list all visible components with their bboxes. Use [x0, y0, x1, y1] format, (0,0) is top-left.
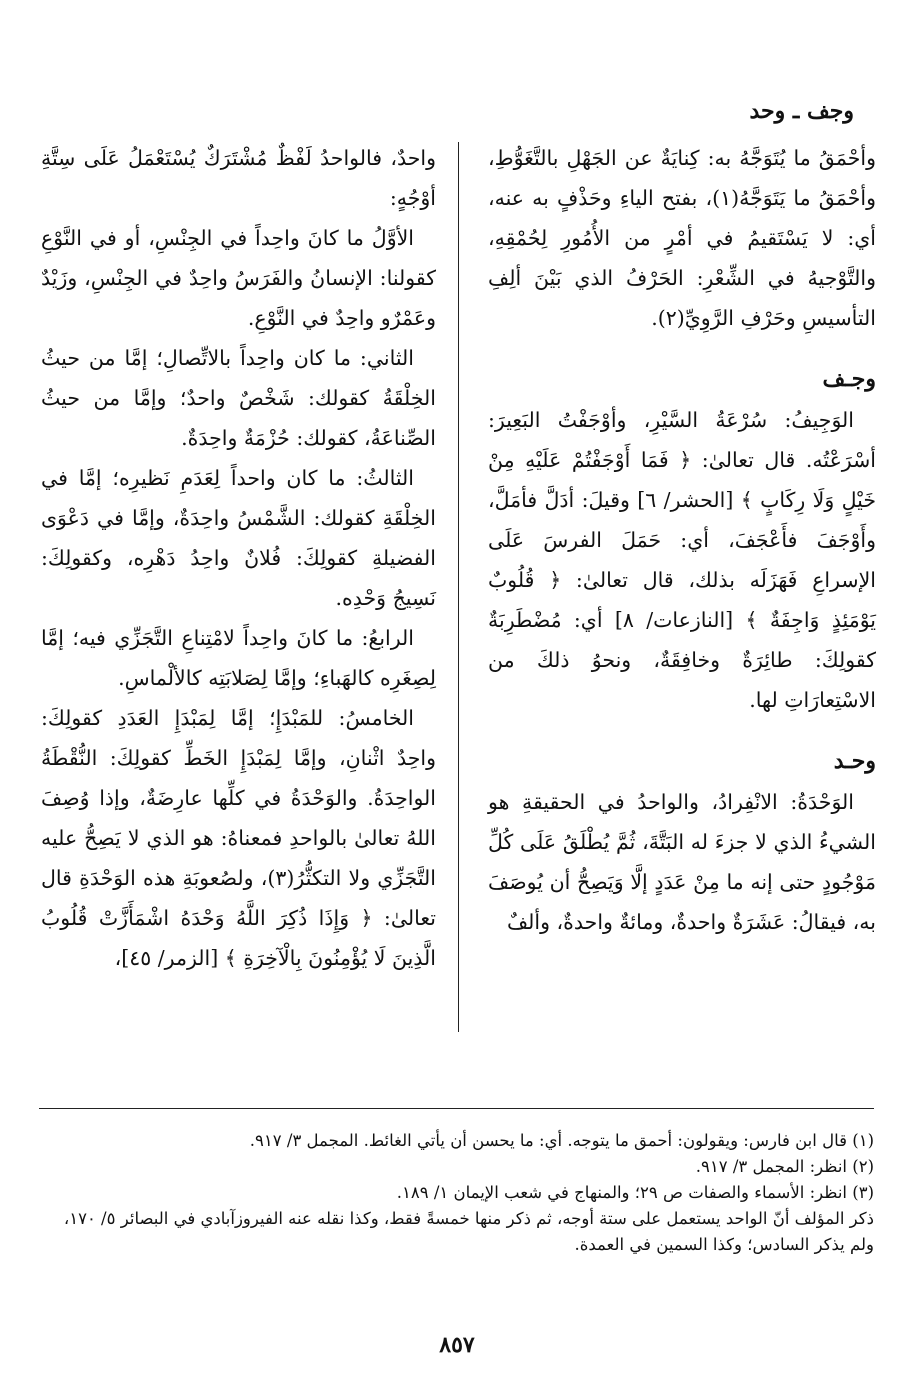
running-head: وجف ـ وحد	[749, 98, 854, 124]
entry-heading-wjf: وجـف	[822, 366, 876, 392]
footnote-3-note: ذكر المؤلف أنّ الواحد يستعمل على ستة أوجه، ثم ذكر منها خمسةً فقط، وكذا نقله عنه الفيروزآبادي في البصائر ٥/ ١٧٠، ولم يذكر السادس؛ وكذا السمين في العمدة.	[63, 1209, 874, 1254]
page-number: ٨٥٧	[439, 1332, 475, 1358]
paragraph-fourth-sense: الرابعُ: ما كانَ واحِداً لامْتِناعِ التَّجَزِّي فيه؛ إمَّا لِصِغَرِه كالهَباءِ؛ وإمَّا لِصَلابَتِه كالألْماسِ.	[41, 626, 436, 690]
paragraph-wajif: الوَجِيفُ: سُرْعَةُ السَّيْرِ، وأوْجَفْتُ البَعِيرَ: أسْرَعْتُه. قال تعالىٰ: ﴿ فَمَا أَوْجَفْتُمْ عَلَيْهِ مِنْ خَيْلٍ وَلَا رِكَابٍ ﴾ [الحشر/ ٦] وقيلَ: أدَلَّ فأمَلَّ، وأَوْجَفَ فأَعْجَفَ، أي: حَمَلَ الفرسَ عَلَى الإسراعِ فَهَزَلَه بذلك، قال تعالىٰ: ﴿ قُلُوبٌ يَوْمَئِذٍ وَاجِفَةٌ ﴾ [النازعات/ ٨] أي: مُضْطَرِبَةٌ كقولِكَ: طائِرَةٌ وخافِقَةٌ، ونحوُ ذلكَ من الاسْتِعارَاتِ لها.	[488, 408, 876, 712]
paragraph-first-sense: الأوَّلُ ما كانَ واحِداً في الجِنْسِ، أو في النَّوْعِ كقولنا: الإنسانُ والفَرَسُ واحِدٌ في الجِنْسِ، وزَيْدٌ وعَمْرٌو واحِدٌ في النَّوْعِ.	[41, 226, 436, 330]
paragraph-wajh-tail: وأحْمَقُ ما يُتَوَجَّهُ به: كِنايَةٌ عن الجَهْلِ بالتَّغَوُّطِ، وأحْمَقُ ما يَتَوَجَّهُ(١)، بفتح الياءِ وحَذْفٍ به عنه، أي: لا يَسْتَقيمُ في أمْرٍ من الأُمُورِ لِحُمْقِهِ، والتَّوْجيهُ في الشِّعْرِ: الحَرْفُ الذي بَيْنَ ألِفِ التأسيسِ وحَرْفِ الرَّوِيِّ(٢).	[488, 146, 876, 330]
paragraph-second-sense: الثاني: ما كان واحِداً بالاتِّصالِ؛ إمَّا من حيثُ الخِلْقَةُ كقولك: شَخْصٌ واحدٌ؛ وإمَّا من حيثُ الصِّناعَةُ، كقولك: حُزْمَةٌ واحِدَةٌ.	[41, 346, 436, 450]
paragraph-wahid-intro: واحدٌ، فالواحدُ لَفْظٌ مُشْتَرَكٌ يُسْتَعْمَلُ عَلَى سِتَّةِ أوْجُهٍ:	[41, 146, 436, 210]
paragraph-wahda: الوَحْدَةُ: الانْفِرادُ، والواحدُ في الحقيقةِ هو الشيءُ الذي لا جزءَ له البَتَّةَ، ثُمَّ يُطْلَقُ عَلَى كُلِّ مَوْجُودٍ حتى إنه ما مِنْ عَدَدٍ إلَّا وَيَصِحُّ أن يُوصَفَ به، فيقالُ: عَشَرَةٌ واحدةٌ، ومائةٌ واحدةٌ، وألفٌ	[488, 790, 876, 934]
entry-heading-whd: وحـد	[833, 748, 876, 774]
right-column	[488, 138, 876, 942]
footnote-2: (٢) انظر: المجمل ٣/ ٩١٧.	[695, 1157, 874, 1176]
footnote-3: (٣) انظر: الأسماء والصفات ص ٢٩؛ والمنهاج في شعب الإيمان ١/ ١٨٩.	[396, 1183, 874, 1202]
paragraph-third-sense: الثالثُ: ما كان واحداً لِعَدَمِ نَظيرِه؛ إمَّا في الخِلْقَةِ كقولك: الشَّمْسُ واحِدَةٌ، وإمَّا في دَعْوَى الفضيلةِ كقولِكَ: فُلانٌ واحِدُ دَهْرِه، وكقولِكَ: نَسِيجُ وَحْدِه.	[41, 466, 436, 610]
column-divider	[458, 142, 459, 1032]
footnotes	[39, 1128, 874, 1258]
left-column	[41, 138, 436, 978]
footnote-1: (١) قال ابن فارس: ويقولون: أحمق ما يتوجه. أي: ما يحسن أن يأتي الغائط. المجمل ٣/ ٩١٧.	[249, 1131, 874, 1150]
footnote-rule	[39, 1108, 874, 1109]
paragraph-fifth-sense: الخامسُ: للمَبْدَإِ؛ إمَّا لِمَبْدَإِ العَدَدِ كقولِكَ: واحِدٌ اثْنانِ، وإمَّا لِمَبْدَإِ الخَطِّ كقولِكَ: النُّقْطَةُ الواحِدَةُ. والوَحْدَةُ في كلِّها عارِضَةٌ، وإذا وُصِفَ اللهُ تعالىٰ بالواحدِ فمعناهُ: هو الذي لا يَصِحُّ عليه التَّجَزِّي ولا التكثُّرُ(٣)، ولصُعوبَةِ هذه الوَحْدَةِ قال تعالىٰ: ﴿ وَإِذَا ذُكِرَ اللَّهُ وَحْدَهُ اشْمَأَزَّتْ قُلُوبُ الَّذِينَ لَا يُؤْمِنُونَ بِالْآخِرَةِ ﴾ [الزمر/ ٤٥]،	[41, 706, 436, 970]
